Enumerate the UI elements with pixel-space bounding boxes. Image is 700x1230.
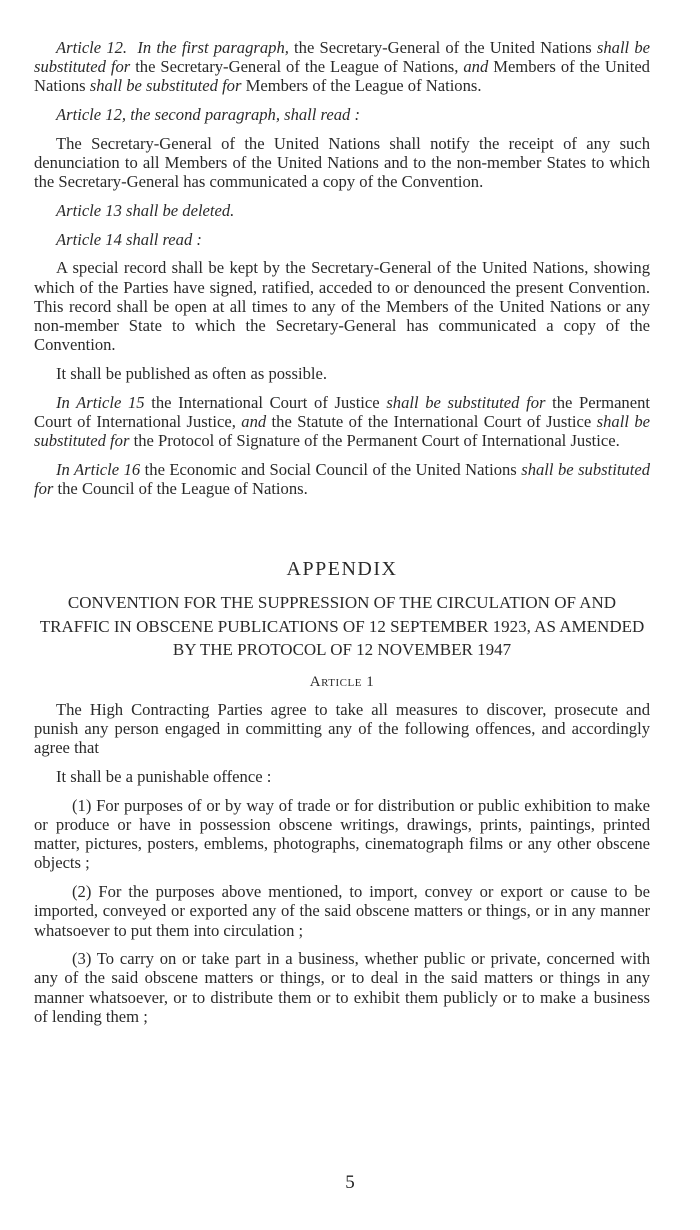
article-1-intro: The High Contracting Parties agree to take all measures to discover, prosecute and punish any person engaged in committing any of the following offences, and accordingly agree that [34,699,650,758]
article-12-second-paragraph-text: The Secretary-General of the United Nations shall notify the receipt of any such denunciation to all Members of the United Nations and to the non-member States to which the Secretary-General has communicated a copy of the Convention. [34,133,650,192]
offence-item-1: (1) For purposes of or by way of trade or for distribution or public exhibition to make or produce or have in possession obscene writings, drawings, prints, paintings, printed matter, pictures, posters, emblems, photographs, cinematograph films or any other obscene objects ; [34,795,650,873]
article-14-heading: Article 14 shall read : [56,229,202,249]
punishable-offence-line: It shall be a punishable offence : [56,767,272,787]
offence-item-2: (2) For the purposes above mentioned, to import, convey or export or cause to be imported, conveyed or exported any of the said obscene matters or things, or in any manner whatsoever to put them into circulation ; [34,882,650,940]
article-16-paragraph: In Article 16 the Economic and Social Council of the United Nations shall be substituted for the Council of the League of Nations. [34,459,651,498]
article-14-paragraph-2: It shall be published as often as possible. [56,363,327,383]
appendix-title: APPENDIX [286,558,398,581]
article-14-paragraph-1: A special record shall be kept by the Secretary-General of the United Nations, showing which of the Parties have signed, ratified, acceded to or denounced the present Convention. This record shall be open at all times to any of the Members of the United Nations or any non-member State to which the Secretary-General has communicated a copy of the Convention. [34,258,650,355]
article-15-paragraph: In Article 15 the International Court of Justice shall be substituted for the Permanent Court of International Justice, and the Statute of the International Court of Justice shall be substituted for the Protocol of Signature of the Permanent Court of International Justice. [34,392,650,450]
first-paragraph-label: In the first paragraph, [137,38,289,57]
document-page [34,38,650,1036]
article-12-first-paragraph: Article 12. In the first paragraph, the Secretary-General of the United Nations shall be substituted for the Secretary-General of the League of Nations, and Members of the United Nations shall be substituted for Members of the League of Nations. [34,38,650,96]
article-13-heading: Article 13 shall be deleted. [56,200,235,220]
convention-title: CONVENTION FOR THE SUPPRESSION OF THE CIRCULATION OF AND TRAFFIC IN OBSCENE PUBLICATIONS OF 12 SEPTEMBER 1923, AS AMENDED BY THE PROTOCOL OF 12 NOVEMBER 1947 [39,593,645,660]
page-number: 5 [345,1172,355,1193]
article-1-heading: Article 1 [309,673,375,690]
offence-item-3: (3) To carry on or take part in a business, whether public or private, concerned with any of the said obscene matters or things, or to deal in the said matters or things in any manner whatsoever, or to distribute them or to exhibit them publicly or to make a business of lending them ; [34,949,650,1026]
article-12-label: Article 12. [56,38,128,57]
article-12-second-paragraph-heading: Article 12, the second paragraph, shall read : [56,105,361,125]
